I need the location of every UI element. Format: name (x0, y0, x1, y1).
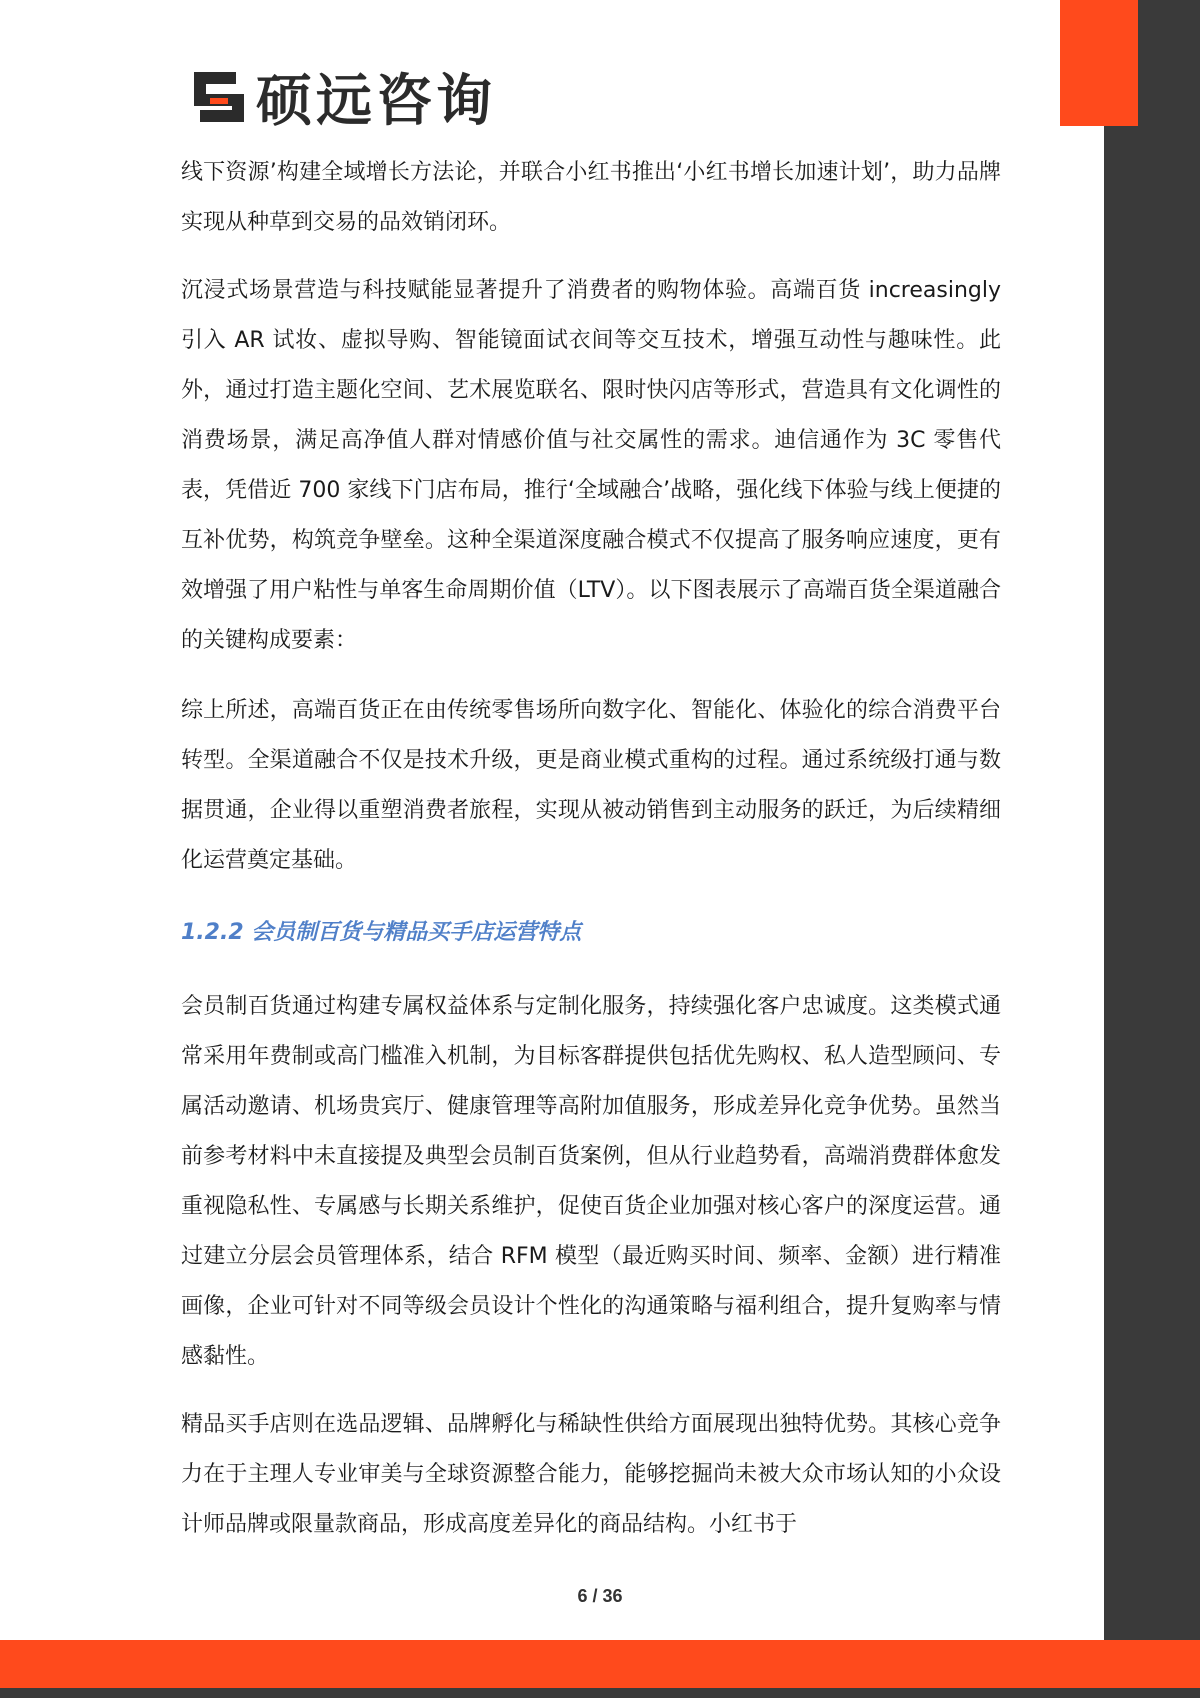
viewer-side-strip (1104, 0, 1200, 1698)
paragraph-1: 线下资源’构建全域增长方法论，并联合小红书推出‘小红书增长加速计划’，助力品牌实现从种草到交易的品效销闭环。 (181, 160, 1001, 235)
article-body (181, 148, 1001, 1568)
paragraph-3: 综上所述，高端百货正在由传统零售场所向数字化、智能化、体验化的综合消费平台转型。全渠道融合不仅是技术升级，更是商业模式重构的过程。通过系统级打通与数据贯通，企业得以重塑消费者旅程，实现从被动销售到主动服务的跃迁，为后续精细化运营奠定基础。 (181, 698, 1001, 873)
footer-dark-edge (0, 1688, 1200, 1698)
paragraph-5: 精品买手店则在选品逻辑、品牌孵化与稀缺性供给方面展现出独特优势。其核心竞争力在于主理人专业审美与全球资源整合能力，能够挖掘尚未被大众市场认知的小众设计师品牌或限量款商品，形成高度差异化的商品结构。小红书于 (181, 1412, 1001, 1537)
page-number: 6 / 36 (577, 1586, 623, 1606)
brand-logo (190, 64, 496, 134)
paragraph-2: 沉浸式场景营造与科技赋能显著提升了消费者的购物体验。高端百货 increasingly 引入 AR 试妆、虚拟导购、智能镜面试衣间等交互技术，增强互动性与趣味性。此外，通过打造主题化空间、艺术展览联名、限时快闪店等形式，营造具有文化调性的消费场景，满足高净值人群对情感价值与社交属性的需求。迪信通作为 3C 零售代表，凭借近 700 家线下门店布局，推行‘全域融合’战略，强化线下体验与线上便捷的互补优势，构筑竞争壁垒。这种全渠道深度融合模式不仅提高了服务响应速度，更有效增强了用户粘性与单客生命周期价值（LTV）。以下图表展示了高端百货全渠道融合的关键构成要素： (181, 278, 1001, 653)
logo-text: 硕远咨询 (256, 69, 496, 134)
company-logo-mark-icon (190, 68, 248, 126)
footer-accent-bar (0, 1640, 1200, 1688)
corner-accent-tab (1060, 0, 1138, 126)
paragraph-4: 会员制百货通过构建专属权益体系与定制化服务，持续强化客户忠诚度。这类模式通常采用年费制或高门槛准入机制，为目标客群提供包括优先购权、私人造型顾问、专属活动邀请、机场贵宾厅、健康管理等高附加值服务，形成差异化竞争优势。虽然当前参考材料中未直接提及典型会员制百货案例，但从行业趋势看，高端消费群体愈发重视隐私性、专属感与长期关系维护，促使百货企业加强对核心客户的深度运营。通过建立分层会员管理体系，结合 RFM 模型（最近购买时间、频率、金额）进行精准画像，企业可针对不同等级会员设计个性化的沟通策略与福利组合，提升复购率与情感黏性。 (181, 994, 1001, 1369)
section-heading: 1.2.2 会员制百货与精品买手店运营特点 (181, 920, 582, 945)
